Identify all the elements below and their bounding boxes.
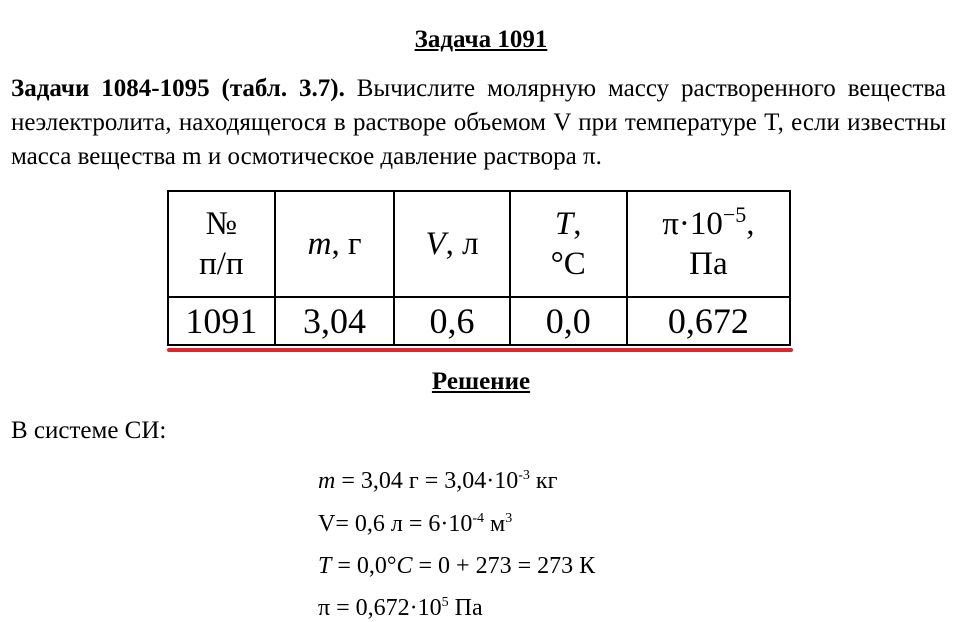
header-pressure: $\pi\cdot 10^{-5}$, Па (627, 191, 790, 297)
cell-volume: 0,6 (394, 297, 509, 345)
header-temperature: T, °C (510, 191, 627, 297)
problem-statement (11, 72, 946, 174)
si-label: В системе СИ: (11, 417, 167, 444)
cell-number: 1091 (168, 297, 275, 345)
equation-mass: m = 3,04 $г = 3,04\cdot 10^{-3}$ кг (318, 468, 558, 494)
cell-pressure: 0,672 (627, 297, 790, 345)
header-number: № п/п (168, 191, 275, 297)
cell-temperature: 0,0 (510, 297, 627, 345)
equation-volume: V= 0,6 $л = 6\cdot 10^{-4}$ $м^3$ (318, 511, 513, 537)
problem-text: Вычислите молярную массу растворенного вещества неэлектролита, находящегося в растворе объемом V при температуре T, если известны масса вещества m и осмотическое давление раствора π. (11, 75, 947, 170)
problem-ref: Задачи 1084-1095 (табл. 3.7). (11, 75, 345, 102)
equation-temperature: T = 0,0°C = 0 + 273 = 273 К (318, 553, 596, 579)
solution-title: Решение (431, 368, 531, 395)
data-table (167, 190, 791, 346)
task-title: Задача 1091 (414, 26, 548, 53)
red-underline (167, 348, 793, 352)
table-row (168, 297, 790, 345)
header-mass: m, г (275, 191, 395, 297)
cell-mass: 3,04 (275, 297, 395, 345)
header-volume: V, л (394, 191, 509, 297)
equation-pressure: $\pi = 0,672\cdot 10^5$ Па (318, 595, 483, 621)
table-header-row (168, 191, 790, 297)
